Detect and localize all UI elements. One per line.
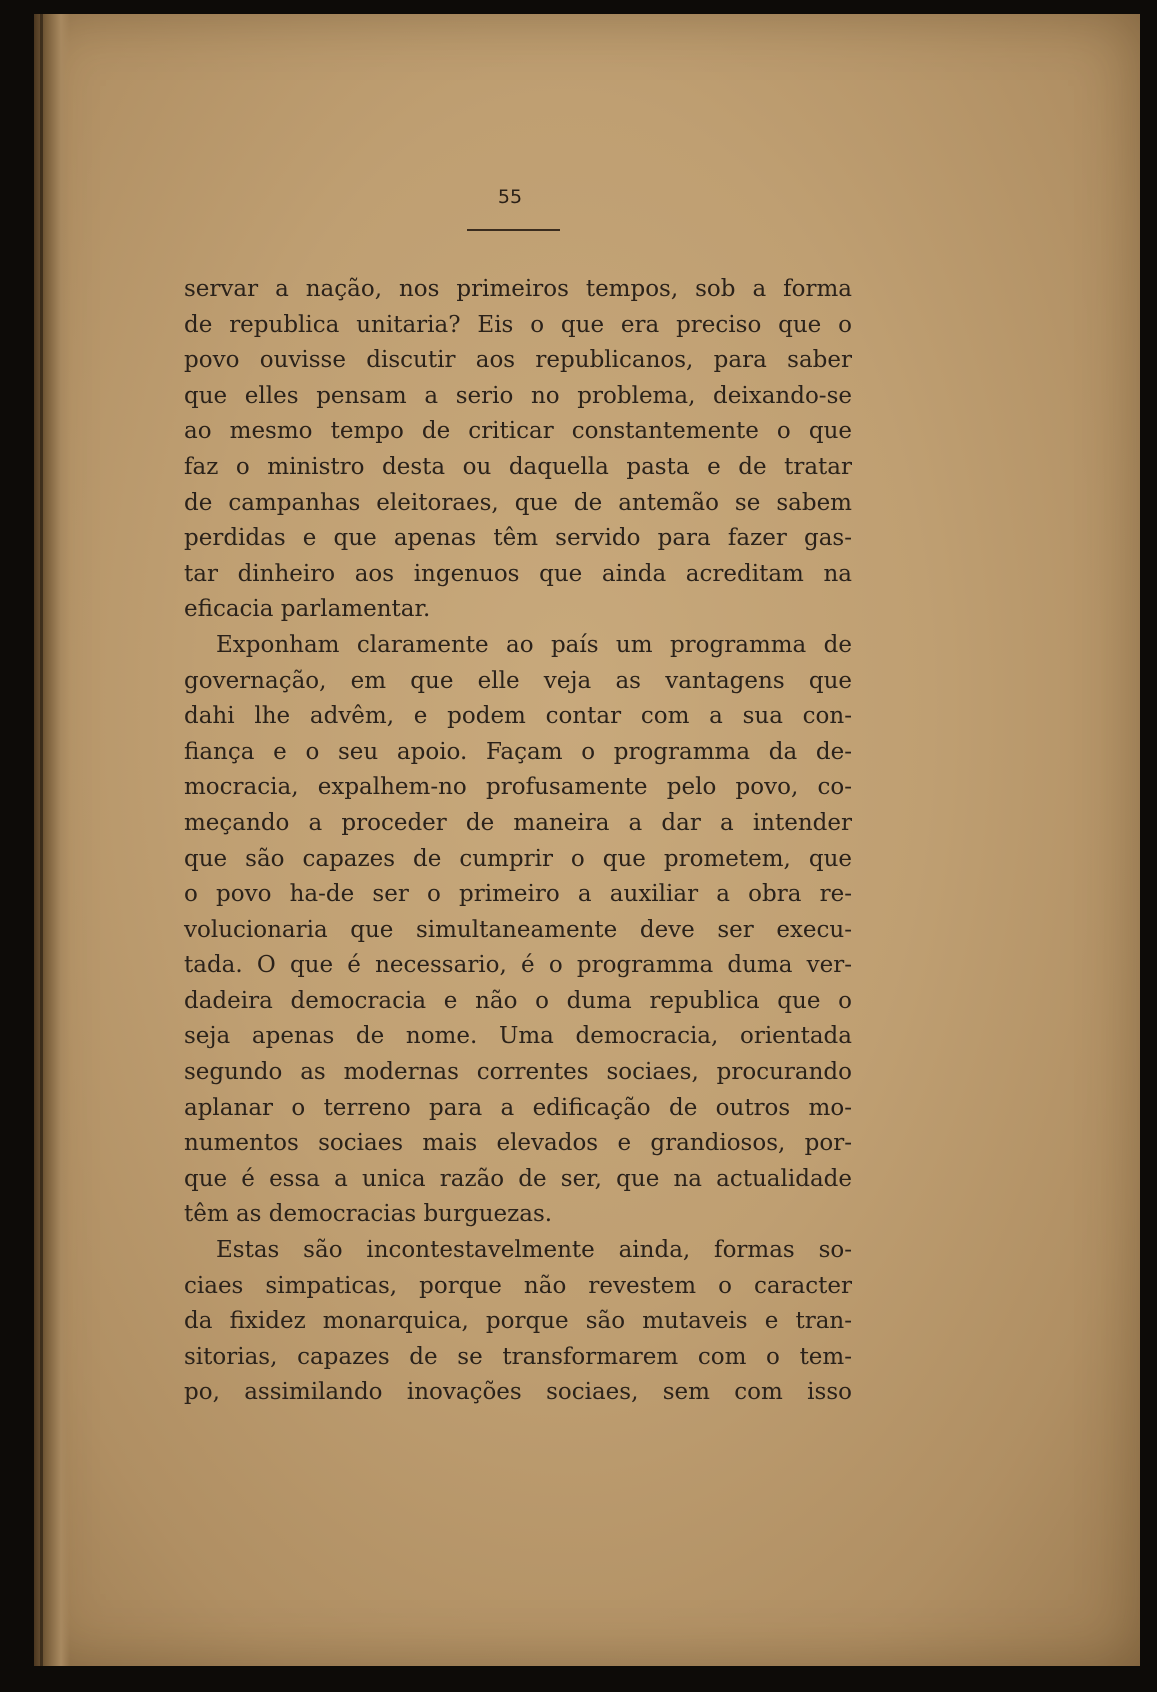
text-line: o povo ha-de ser o primeiro a auxiliar a obra re- xyxy=(184,881,852,908)
text-line: sitorias, capazes de se transformarem com o tem- xyxy=(184,1343,852,1370)
text-line: que são capazes de cumprir o que prometem, que xyxy=(184,845,852,872)
text-line: Exponham claramente ao país um programma de xyxy=(216,631,852,658)
text-line: têm as democracias burguezas. xyxy=(184,1201,553,1228)
text-line: servar a nação, nos primeiros tempos, sob a forma xyxy=(184,276,852,302)
text-line: governação, em que elle veja as vantagens que xyxy=(184,667,852,694)
body-text xyxy=(184,272,852,1411)
text-line: dahi lhe advêm, e podem contar com a sua con- xyxy=(184,703,852,730)
text-line: tar dinheiro aos ingenuos que ainda acreditam na xyxy=(184,560,852,587)
text-line: volucionaria que simultaneamente deve ser execu- xyxy=(184,916,852,943)
text-line: segundo as modernas correntes sociaes, procurando xyxy=(184,1059,852,1086)
text-line: seja apenas de nome. Uma democracia, orientada xyxy=(184,1023,852,1050)
text-line: fiança e o seu apoio. Façam o programma da de- xyxy=(184,738,852,765)
text-line: eficacia parlamentar. xyxy=(184,596,431,623)
text-line: de campanhas eleitoraes, que de antemão se sabem xyxy=(184,489,852,516)
text-line: da fixidez monarquica, porque são mutaveis e tran- xyxy=(184,1308,852,1335)
text-line: ciaes simpaticas, porque não revestem o caracter xyxy=(184,1272,852,1299)
text-line: Estas são incontestavelmente ainda, formas so- xyxy=(216,1237,852,1264)
text-line: povo ouvisse discutir aos republicanos, para saber xyxy=(184,347,852,374)
text-line: tada. O que é necessario, é o programma duma ver- xyxy=(184,952,852,979)
page-number: 55 xyxy=(497,186,523,208)
text-line: perdidas e que apenas têm servido para fazer gas- xyxy=(184,525,852,552)
text-line: numentos sociaes mais elevados e grandiosos, por- xyxy=(184,1130,852,1157)
text-line: dadeira democracia e não o duma republica que o xyxy=(184,987,852,1014)
text-line: que é essa a unica razão de ser, que na actualidade xyxy=(184,1165,852,1192)
text-line: de republica unitaria? Eis o que era preciso que o xyxy=(184,311,852,338)
text-line: faz o ministro desta ou daquella pasta e de tratar xyxy=(184,453,852,480)
text-line: que elles pensam a serio no problema, deixando-se xyxy=(184,382,852,409)
header-rule xyxy=(467,229,560,231)
text-line: mocracia, expalhem-no profusamente pelo povo, co- xyxy=(184,774,852,801)
binding-fold xyxy=(40,14,43,1666)
text-line: ao mesmo tempo de criticar constantemente o que xyxy=(184,418,852,445)
text-line: po, assimilando inovações sociaes, sem com isso xyxy=(184,1379,852,1406)
text-line: aplanar o terreno para a edificação de outros mo- xyxy=(184,1094,852,1121)
text-line: meçando a proceder de maneira a dar a intender xyxy=(184,809,852,836)
